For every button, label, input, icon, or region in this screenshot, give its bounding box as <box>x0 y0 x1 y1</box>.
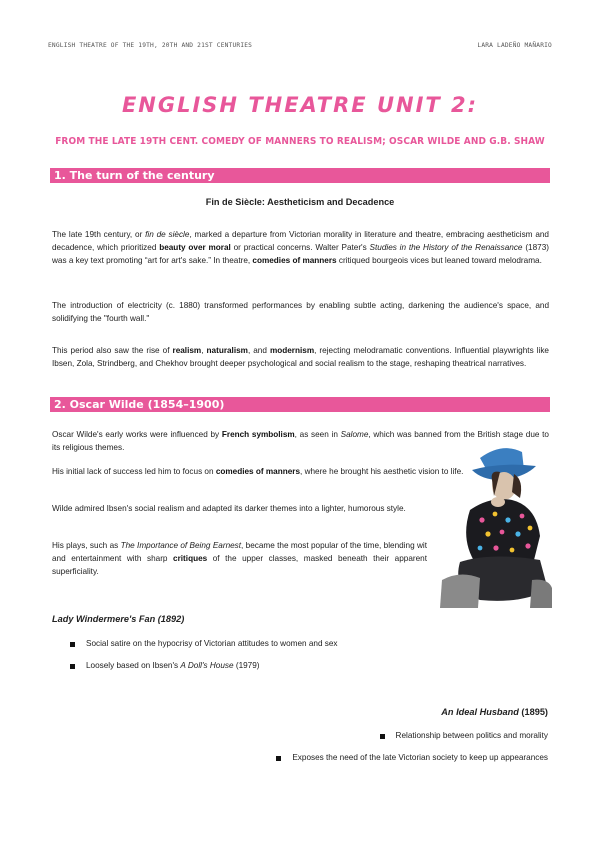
section-2-heading: 2. Oscar Wilde (1854–1900) <box>50 397 550 412</box>
bullet-square-icon <box>70 664 75 669</box>
paragraph-fin-de-siecle: The late 19th century, or fin de siècle, marked a departure from Victorian morality in literature and theatre, embracing aestheticism and decadence, which prioritized beauty over moral or practical concerns. Walter Pater's Studies in the History of the Renaissance (1873) was a key text promoting “art for art's sake.” In theatre, comedies of manners critiqued bourgeois vices but leaned toward melodrama. <box>52 230 549 265</box>
list-item: Relationship between politics and morality <box>380 730 548 742</box>
paragraph-electricity: The introduction of electricity (c. 1880) transformed performances by enabling subtle acting, darkening the audience's space, and solidifying the "fourth wall." <box>52 301 549 323</box>
paragraph-symbolism: Oscar Wilde's early works were influenced by French symbolism, as seen in Salome, which was banned from the British stage due to its religious themes. <box>52 430 549 452</box>
page-title: ENGLISH THEATRE UNIT 2: <box>121 93 479 117</box>
section-1-subheading: Fin de Siècle: Aestheticism and Decadence <box>205 197 395 207</box>
list-item: Exposes the need of the late Victorian society to keep up appearances <box>276 752 548 764</box>
paragraph-ibsen: Wilde admired Ibsen's social realism and adapted its darker themes into a lighter, humorous style. <box>52 504 406 513</box>
ideal-husband-heading: An Ideal Husband (1895) <box>441 707 548 717</box>
section-1-heading: 1. The turn of the century <box>50 168 550 183</box>
header-author: LARA LADEÑO MAÑARIO <box>477 42 552 49</box>
list-item: Loosely based on Ibsen's A Doll's House (1979) <box>70 660 260 672</box>
page-header <box>48 42 552 49</box>
bullet-square-icon <box>276 756 281 761</box>
bullet-square-icon <box>70 642 75 647</box>
lady-windermere-heading: Lady Windermere's Fan (1892) <box>52 614 185 624</box>
header-course: ENGLISH THEATRE OF THE 19TH, 20TH AND 21ST CENTURIES <box>48 42 253 49</box>
page-subtitle: FROM THE LATE 19TH CENT. COMEDY OF MANNERS TO REALISM; OSCAR WILDE AND G.B. SHAW <box>55 136 545 147</box>
paragraph-comedies: His initial lack of success led him to focus on comedies of manners, where he brought his aesthetic vision to life. <box>52 467 464 476</box>
bullet-square-icon <box>380 734 385 739</box>
list-item: Social satire on the hypocrisy of Victorian attitudes to women and sex <box>70 638 338 650</box>
paragraph-earnest: His plays, such as The Importance of Being Earnest, became the most popular of the time, blending wit and entertainment with sharp critiques of the upper classes, masked beneath their apparent superficiality. <box>52 541 427 576</box>
paragraph-realism: This period also saw the rise of realism, naturalism, and modernism, rejecting melodramatic conventions. Influential playwrights like Ibsen, Zola, Strindberg, and Chekhov brought deeper psychological and social realism to the stage, reshaping theatrical narratives. <box>52 346 549 368</box>
oscar-wilde-portrait <box>440 440 552 608</box>
